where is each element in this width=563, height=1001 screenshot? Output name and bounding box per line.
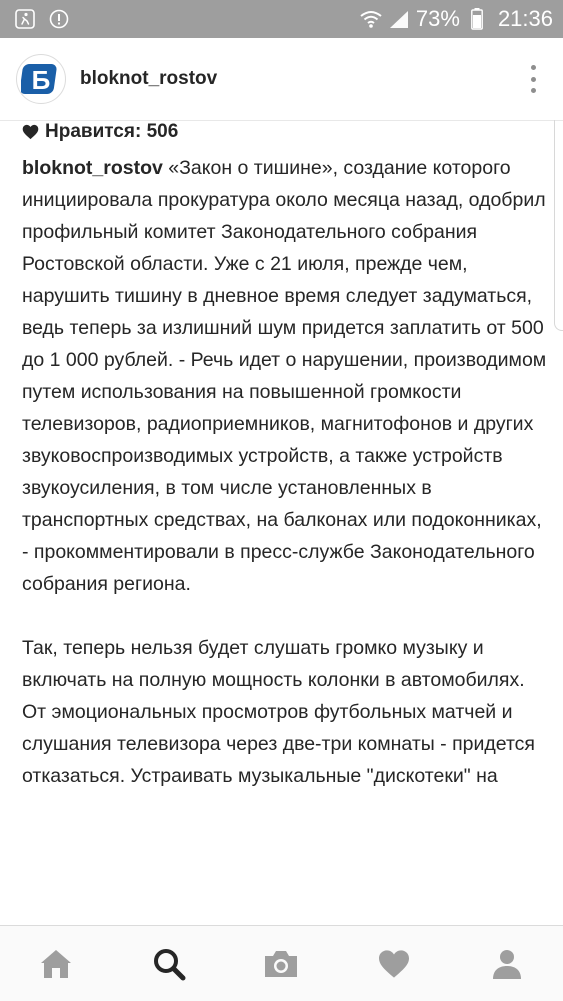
nav-camera[interactable] xyxy=(251,934,311,994)
nav-profile[interactable] xyxy=(477,934,537,994)
status-bar xyxy=(0,0,563,38)
bottom-navigation xyxy=(0,925,563,1001)
post-username[interactable]: bloknot_rostov xyxy=(80,68,218,89)
scroll-edge xyxy=(554,120,563,331)
battery-percent: 73% xyxy=(415,6,460,31)
signal-icon xyxy=(388,8,410,30)
likes-count[interactable] xyxy=(22,118,552,146)
avatar[interactable] xyxy=(16,54,66,104)
nav-home[interactable] xyxy=(26,934,86,994)
battery-icon xyxy=(466,8,488,30)
heart-filled-icon xyxy=(22,124,39,140)
post-content xyxy=(22,118,552,792)
wifi-icon xyxy=(360,8,382,30)
clock: 21:36 xyxy=(497,6,553,31)
nav-search[interactable] xyxy=(139,934,199,994)
post-caption xyxy=(22,152,552,792)
running-app-icon xyxy=(14,8,36,30)
caption-author[interactable]: bloknot_rostov xyxy=(22,157,163,179)
likes-label: Нравится: 506 xyxy=(45,121,179,142)
alert-icon xyxy=(48,8,70,30)
search-icon xyxy=(152,947,186,981)
camera-icon xyxy=(263,949,299,979)
profile-icon xyxy=(491,948,523,980)
bloknot-logo-icon xyxy=(21,59,61,99)
caption-paragraph-2: Так, теперь нельзя будет слушать громко музыку и включать на полную мощность колонки в автомобилях. От эмоциональных просмотров футбольных матчей и слушания телевизора через две-три комнаты - придется отказаться. Устраивать музыкальные "дискотеки" на xyxy=(22,637,535,787)
heart-icon xyxy=(377,949,411,979)
more-options-icon[interactable] xyxy=(529,65,537,93)
caption-paragraph-1: «Закон о тишине», создание которого инициировала прокуратура около месяца назад, одобрил профильный комитет Законодательного собрания Ростовской области. Уже с 21 июля, прежде чем, нарушить тишину в дневное время следует задуматься, ведь теперь за излишний шум придется заплатить от 500 до 1 000 рублей. - Речь идет о нарушении, производимом путем использования на повышенной громкости телевизоров, радиоприемников, магнитофонов и других звуковоспроизводимых устройств, а также устройств звукоусиления, в том числе установленных в транспортных средствах, на балконах или подоконниках, - прокомментировали в пресс-службе Законодательного собрания региона. xyxy=(22,157,547,595)
home-icon xyxy=(39,948,73,980)
post-header xyxy=(0,38,563,121)
nav-activity[interactable] xyxy=(364,934,424,994)
svg-text:Б: Б xyxy=(31,65,51,95)
